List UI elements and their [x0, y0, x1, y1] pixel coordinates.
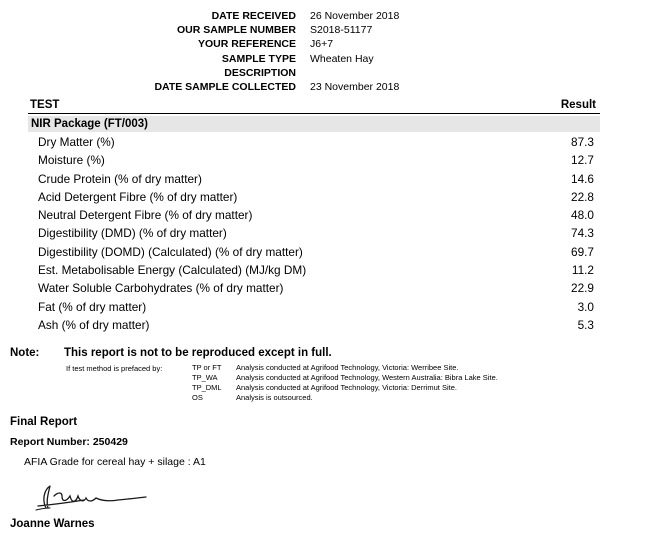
- report-number: Report Number: 250429: [10, 436, 128, 448]
- signature-image: [28, 478, 158, 518]
- method-code: TP_DML: [192, 383, 222, 392]
- table-row: [28, 243, 600, 261]
- method-code: TP or FT: [192, 363, 222, 372]
- note-text: This report is not to be reproduced except in full.: [64, 347, 332, 359]
- date-collected-label: DATE SAMPLE COLLECTED: [154, 80, 296, 93]
- test-name: Fat (% of dry matter): [38, 299, 147, 314]
- sample-type-label: SAMPLE TYPE: [221, 52, 296, 65]
- note-heading: Note:: [10, 347, 40, 359]
- method-code-list: [192, 363, 498, 403]
- test-result: 3.0: [577, 299, 594, 314]
- date-received-label: DATE RECEIVED: [211, 10, 296, 22]
- table-row: [28, 298, 600, 316]
- test-name: Est. Metabolisable Energy (Calculated) (MJ/kg DM): [38, 263, 307, 278]
- table-row: [28, 316, 600, 334]
- results-table-header: [28, 98, 600, 114]
- detail-row: [0, 66, 660, 80]
- test-name: Digestibility (DOMD) (Calculated) (% of dry matter): [38, 244, 303, 259]
- test-name: Water Soluble Carbohydrates (% of dry matter): [38, 281, 284, 296]
- your-reference-label: YOUR REFERENCE: [197, 38, 296, 51]
- test-name: Digestibility (DMD) (% of dry matter): [38, 226, 227, 241]
- date-received-value: 26 November 2018: [310, 10, 400, 22]
- detail-row: [0, 80, 660, 94]
- test-column-header: TEST: [30, 99, 60, 111]
- signatory-name: Joanne Warnes: [10, 518, 95, 530]
- section-heading: [28, 116, 600, 132]
- list-item: [192, 383, 498, 393]
- description-label: DESCRIPTION: [224, 66, 296, 79]
- test-result: 22.8: [571, 189, 594, 204]
- table-row: [28, 206, 600, 224]
- list-item: [192, 363, 498, 373]
- test-result: 5.3: [577, 317, 594, 332]
- sample-type-value: Wheaten Hay: [310, 52, 374, 65]
- section-title: NIR Package (FT/003): [31, 118, 148, 130]
- table-row: [28, 279, 600, 297]
- sample-number-value: S2018-51177: [310, 24, 373, 37]
- test-result: 74.3: [571, 226, 594, 241]
- detail-row: [0, 37, 660, 51]
- list-item: [192, 373, 498, 383]
- result-column-header: Result: [560, 99, 596, 111]
- method-description: Analysis conducted at Agrifood Technology, Western Australia: Bibra Lake Site.: [236, 373, 498, 382]
- detail-row: [0, 52, 660, 66]
- results-table-body: [28, 133, 600, 334]
- table-row: [28, 261, 600, 279]
- table-row: [28, 188, 600, 206]
- list-item: [192, 393, 498, 403]
- test-name: Neutral Detergent Fibre (% of dry matter): [38, 208, 253, 223]
- test-result: 11.2: [571, 263, 594, 278]
- detail-row: [0, 23, 660, 37]
- method-prefix-text: If test method is prefaced by:: [66, 364, 163, 373]
- test-result: 22.9: [571, 281, 594, 296]
- test-name: Ash (% of dry matter): [38, 317, 150, 332]
- method-description: Analysis conducted at Agrifood Technology, Victoria: Werribee Site.: [236, 363, 459, 372]
- final-report-label: Final Report: [10, 416, 78, 428]
- sample-number-label: OUR SAMPLE NUMBER: [176, 24, 296, 37]
- date-collected-value: 23 November 2018: [310, 80, 400, 93]
- your-reference-value: J6+7: [310, 38, 334, 51]
- test-name: Moisture (%): [38, 153, 105, 168]
- method-description: Analysis is outsourced.: [236, 393, 313, 402]
- sample-details: [0, 9, 660, 94]
- table-row: [28, 224, 600, 242]
- detail-row: [0, 9, 660, 23]
- test-name: Dry Matter (%): [38, 135, 115, 149]
- test-name: Acid Detergent Fibre (% of dry matter): [38, 189, 238, 204]
- test-result: 14.6: [571, 171, 594, 186]
- afia-grade: AFIA Grade for cereal hay + silage : A1: [24, 456, 206, 468]
- test-result: 87.3: [571, 135, 594, 149]
- table-row: [28, 170, 600, 188]
- test-result: 12.7: [571, 153, 594, 168]
- test-result: 69.7: [571, 244, 594, 259]
- table-row: [28, 133, 600, 151]
- method-code: OS: [192, 393, 203, 402]
- method-description: Analysis conducted at Agrifood Technology, Victoria: Derrimut Site.: [236, 383, 457, 392]
- test-name: Crude Protein (% of dry matter): [38, 171, 202, 186]
- method-code: TP_WA: [192, 373, 218, 382]
- table-row: [28, 151, 600, 169]
- test-result: 48.0: [571, 208, 594, 223]
